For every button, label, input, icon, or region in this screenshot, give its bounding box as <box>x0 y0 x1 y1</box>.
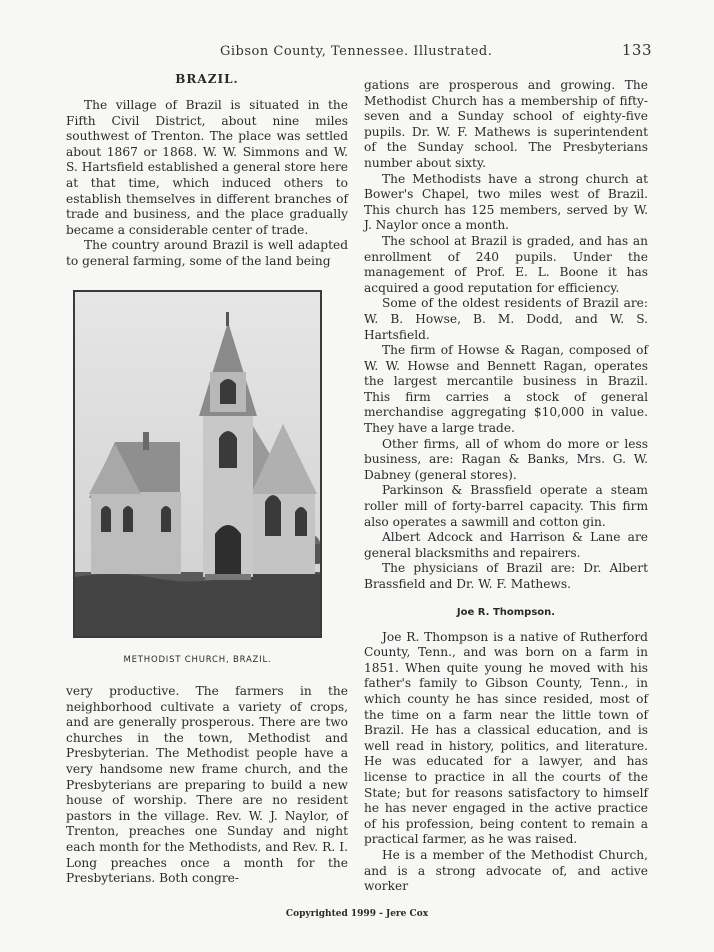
photo-caption: METHODIST CHURCH, BRAZIL. <box>123 655 272 665</box>
paragraph: Parkinson & Brassfield operate a steam roller mill of forty-barrel capacity. This firm also operates a sawmill and cotton gin. <box>364 483 648 529</box>
page-number: 133 <box>621 41 652 59</box>
paragraph: The school at Brazil is graded, and has an enrollment of 240 pupils. Under the management of Prof. E. L. Boone it has acquired a good reputation for efficiency. <box>364 233 648 295</box>
paragraph: Some of the oldest residents of Brazil are: W. B. Howse, B. M. Dodd, and W. S. Hartsfield. <box>364 296 648 342</box>
paragraph: Joe R. Thompson is a native of Rutherford County, Tenn., and was born on a farm in 1851. When quite young he moved with his father's family to Gibson County, Tenn., in which county he has since resided, most of the time on a farm near the little town of Brazil. He has a classical education, and is well read in history, politics, and literature. He was educated for a lawyer, and has license to practice in all the courts of the State; but for reasons satisfactory to himself he has never engaged in the active practice of his profession, being content to remain a practical farmer, as he was raised. <box>364 629 648 847</box>
paragraph: Other firms, all of whom do more or less business, are: Ragan & Banks, Mrs. G. W. Dabney (general stores). <box>364 436 648 482</box>
left-column <box>66 72 348 270</box>
paragraph: The village of Brazil is situated in the Fifth Civil District, about nine miles southwest of Trenton. The place was settled about 1867 or 1868. W. W. Simmons and W. S. Hartsfield established a general store here at that time, which induced others to establish themselves in different branches of trade and business, and the place gradually became a considerable center of trade. <box>66 98 348 237</box>
copyright-footer: Copyrighted 1999 - Jere Cox <box>285 909 429 919</box>
church-photo <box>73 290 322 638</box>
paragraph: The country around Brazil is well adapted to general farming, some of the land being <box>66 238 348 268</box>
paragraph: He is a member of the Methodist Church, and is a strong advocate of, and active worker <box>364 847 648 894</box>
running-title: Gibson County, Tennessee. Illustrated. <box>220 44 493 59</box>
page-header <box>220 41 660 59</box>
paragraph: The Methodists have a strong church at Bower's Chapel, two miles west of Brazil. This church has 125 members, served by W. J. Naylor once a month. <box>364 171 648 233</box>
paragraph: Albert Adcock and Harrison & Lane are general blacksmiths and repairers. <box>364 530 648 560</box>
paragraph: very productive. The farmers in the neighborhood cultivate a variety of crops, and are generally prosperous. There are two churches in the town, Methodist and Presbyterian. The Methodist people have a very handsome new frame church, and the Presbyterians are preparing to build a new house of worship. There are no resident pastors in the village. Rev. W. J. Naylor, of Trenton, preaches one Sunday and night each month for the Methodists, and Rev. R. I. Long preaches once a month for the Presbyterians. Both congre- <box>66 684 348 886</box>
section-heading-brazil: BRAZIL. <box>175 72 239 86</box>
subheading-joe-thompson: Joe R. Thompson. <box>456 606 556 618</box>
paragraph: The firm of Howse & Ragan, composed of W. W. Howse and Bennett Ragan, operates the largest mercantile business in Brazil. This firm carries a stock of general merchandise aggregating $10,000 in value. They have a large trade. <box>364 343 648 436</box>
church-illustration <box>75 292 320 636</box>
paragraph: The physicians of Brazil are: Dr. Albert Brassfield and Dr. W. F. Mathews. <box>364 561 648 591</box>
right-column <box>364 78 648 895</box>
left-column-continued <box>66 684 348 887</box>
paragraph: gations are prosperous and growing. The Methodist Church has a membership of fifty-seven and a Sunday school of eighty-five pupils. Dr. W. F. Mathews is superintendent of the Sunday school. The Presbyterians number about sixty. <box>364 78 648 170</box>
